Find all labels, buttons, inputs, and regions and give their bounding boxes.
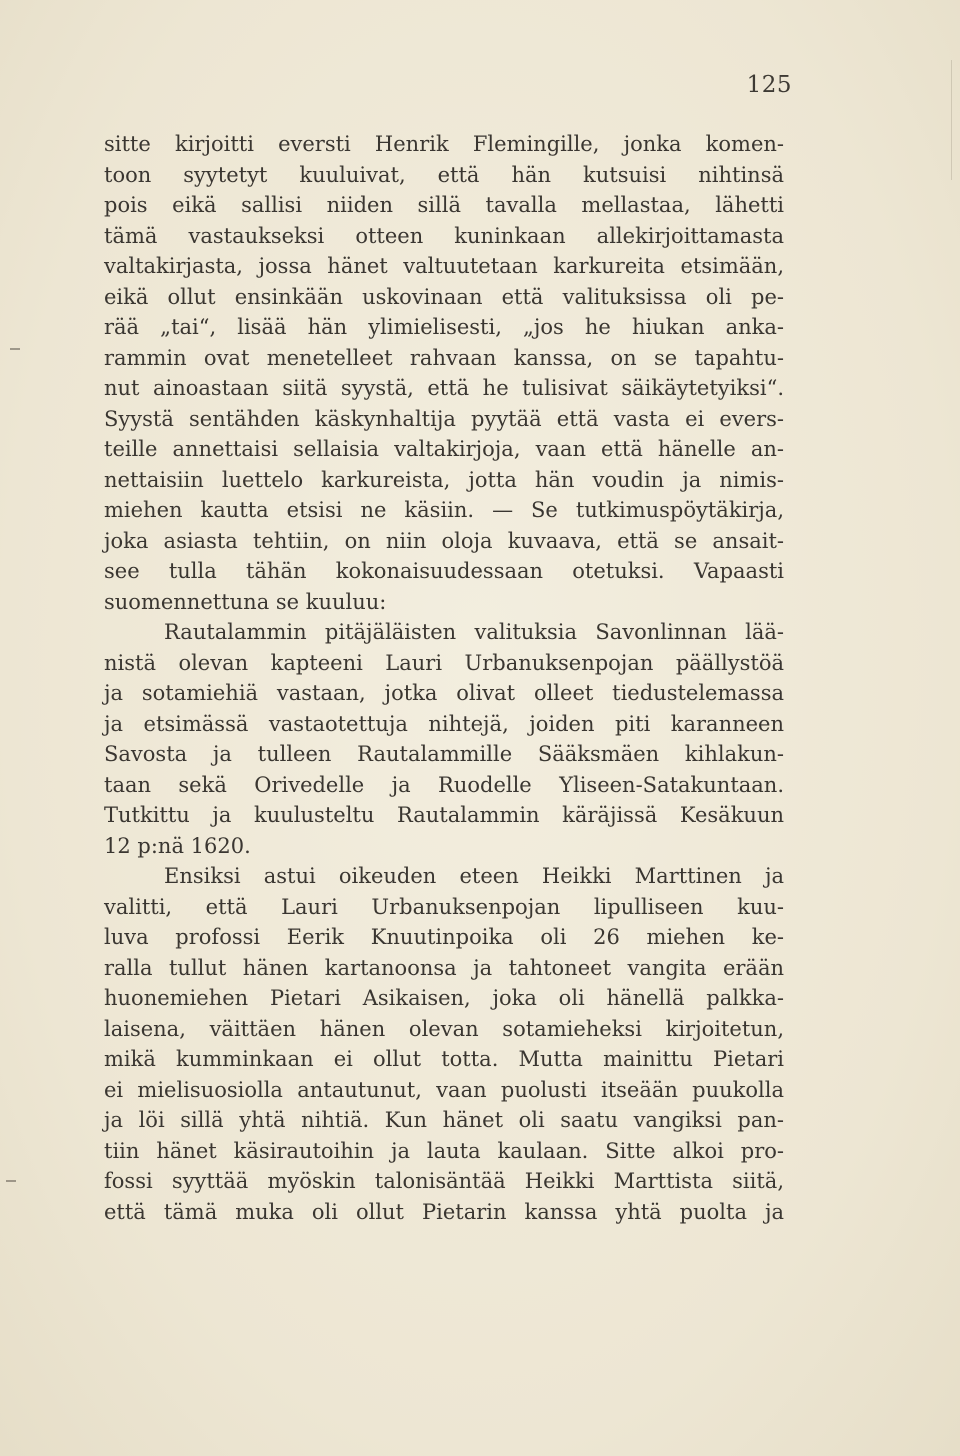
text-line: nut ainoastaan siitä syystä, että he tulisivat säikäytetyiksi“.: [104, 376, 784, 400]
text-line: Rautalammin pitäjäläisten valituksia Savonlinnan lää-: [164, 620, 784, 644]
text-line: rammin ovat menetelleet rahvaan kanssa, on se tapahtu-: [104, 345, 784, 370]
margin-mark: [6, 1180, 16, 1182]
text-line: ja etsimässä vastaotettuja nihtejä, joiden piti karanneen: [104, 711, 784, 736]
text-line: valitti, että Lauri Urbanuksenpojan lipulliseen kuu-: [104, 894, 784, 919]
body-text: [104, 129, 784, 1227]
text-line: joka asiasta tehtiin, on niin oloja kuvaava, että se ansait-: [104, 528, 784, 553]
page-number: 125: [746, 72, 792, 98]
text-line: mikä kumminkaan ei ollut totta. Mutta mainittu Pietari: [104, 1047, 784, 1071]
text-line: 12 p:nä 1620.: [104, 833, 251, 858]
text-line: ja löi sillä yhtä nihtiä. Kun hänet oli saatu vangiksi pan-: [104, 1108, 784, 1132]
text-line: eikä ollut ensinkään uskovinaan että valituksissa oli pe-: [104, 284, 784, 309]
text-line: see tulla tähän kokonaisuudessaan otetuksi. Vapaasti: [104, 559, 784, 583]
text-line: suomennettuna se kuuluu:: [104, 589, 387, 614]
text-line: huonemiehen Pietari Asikaisen, joka oli hänellä palkka-: [104, 986, 784, 1010]
text-line: fossi syyttää myöskin talonisäntää Heikki Marttista siitä,: [104, 1169, 784, 1193]
text-line: nistä olevan kapteeni Lauri Urbanuksenpojan päällystöä: [104, 650, 784, 675]
text-line: sitte kirjoitti eversti Henrik Flemingille, jonka komen-: [104, 132, 784, 156]
text-line: ralla tullut hänen kartanoonsa ja tahtoneet vangita erään: [104, 955, 784, 980]
margin-mark: [10, 348, 20, 350]
text-line: Tutkittu ja kuulusteltu Rautalammin käräjissä Kesäkuun: [104, 803, 784, 827]
text-line: taan sekä Orivedelle ja Ruodelle Yliseen-Satakuntaan.: [104, 772, 784, 797]
text-line: rää „tai“, lisää hän ylimielisesti, „jos he hiukan anka-: [104, 315, 784, 339]
text-line: Ensiksi astui oikeuden eteen Heikki Marttinen ja: [164, 864, 784, 888]
text-line: toon syytetyt kuuluivat, että hän kutsuisi nihtinsä: [104, 162, 784, 187]
text-line: tämä vastaukseksi otteen kuninkaan allekirjoittamasta: [104, 223, 784, 248]
text-line: ja sotamiehiä vastaan, jotka olivat olleet tiedustelemassa: [104, 681, 784, 705]
text-line: miehen kautta etsisi ne käsiin. — Se tutkimuspöytäkirja,: [104, 498, 784, 522]
text-line: että tämä muka oli ollut Pietarin kanssa yhtä puolta ja: [104, 1199, 784, 1224]
text-line: tiin hänet käsirautoihin ja lauta kaulaan. Sitte alkoi pro-: [104, 1138, 784, 1163]
text-line: ei mielisuosiolla antautunut, vaan puolusti itseään puukolla: [104, 1077, 784, 1102]
text-line: teille annettaisi sellaisia valtakirjoja, vaan että hänelle an-: [104, 437, 784, 461]
text-line: valtakirjasta, jossa hänet valtuutetaan karkureita etsimään,: [104, 254, 784, 278]
text-line: Syystä sentähden käskynhaltija pyytää että vasta ei evers-: [104, 406, 784, 431]
text-line: laisena, väittäen hänen olevan sotamieheksi kirjoitetun,: [104, 1016, 784, 1041]
text-line: Savosta ja tulleen Rautalammille Sääksmäen kihlakun-: [104, 742, 784, 766]
text-line: nettaisiin luettelo karkureista, jotta hän voudin ja nimis-: [104, 467, 784, 492]
text-line: luva profossi Eerik Knuutinpoika oli 26 miehen ke-: [104, 925, 784, 949]
text-line: pois eikä sallisi niiden sillä tavalla mellastaa, lähetti: [104, 193, 784, 217]
page-edge-shadow: [951, 60, 952, 180]
